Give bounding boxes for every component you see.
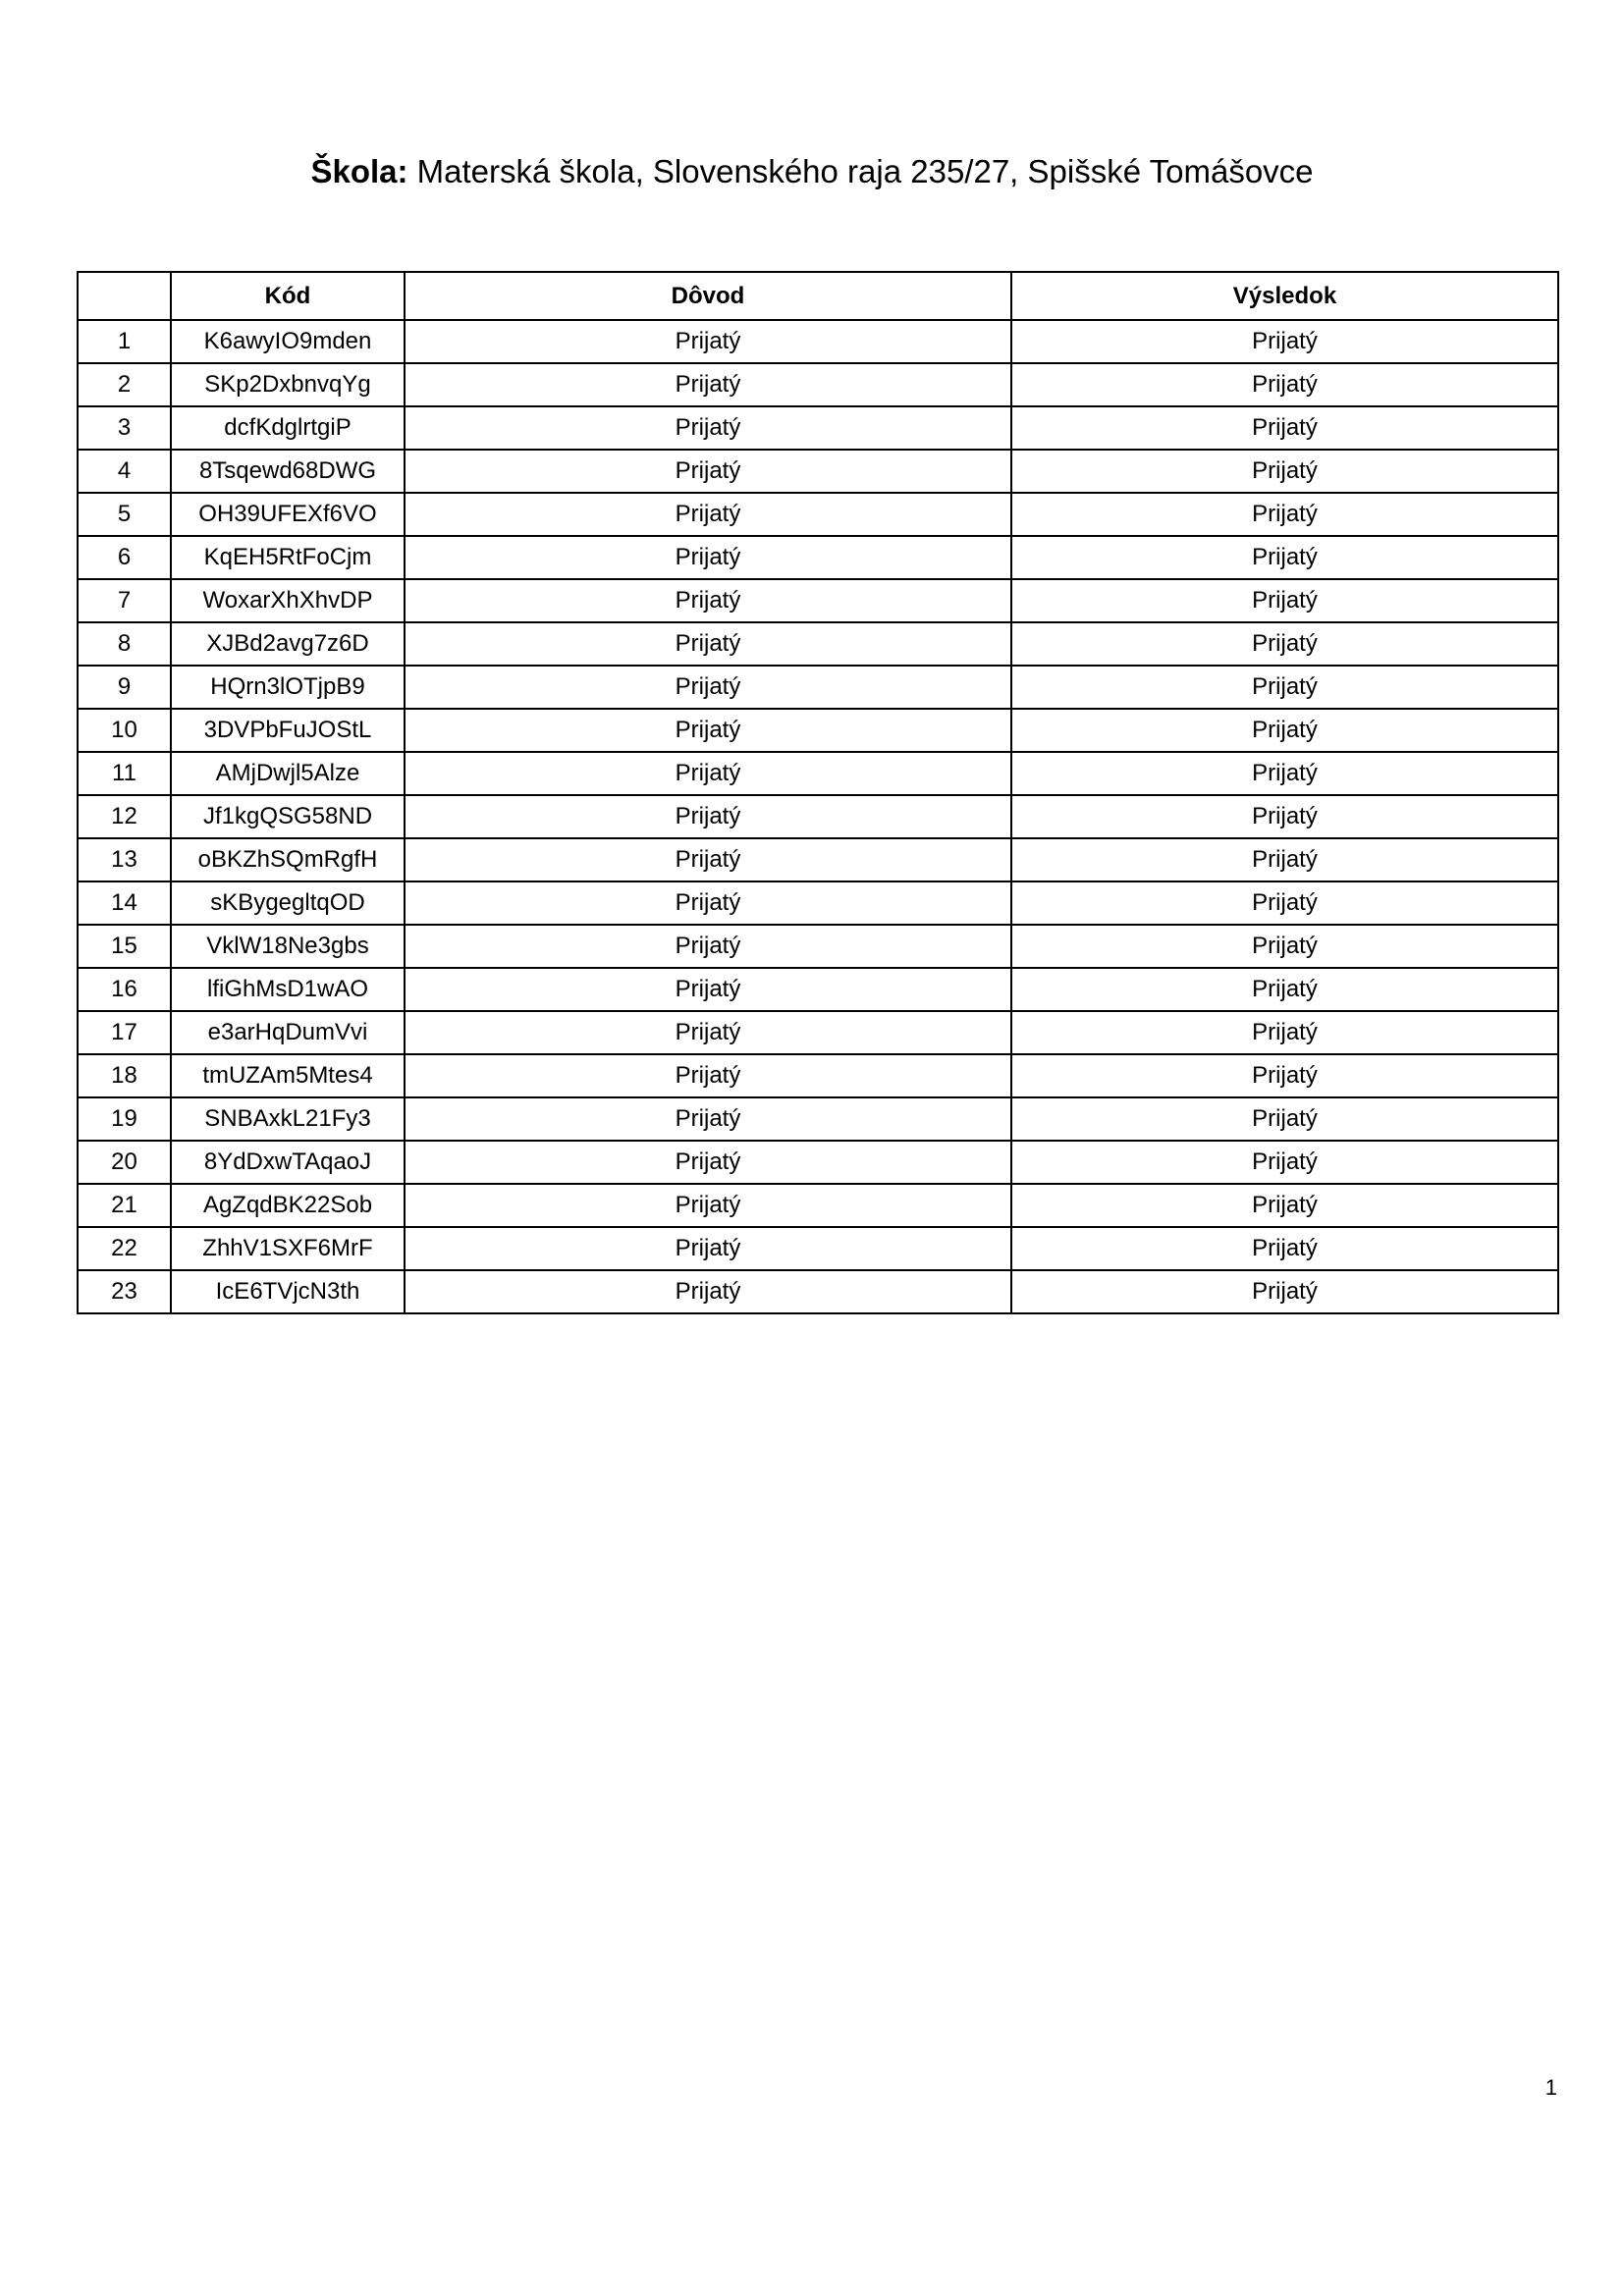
cell-result: Prijatý (1011, 709, 1558, 752)
cell-number: 5 (78, 493, 171, 536)
cell-number: 12 (78, 795, 171, 838)
cell-result: Prijatý (1011, 1184, 1558, 1227)
cell-code: sKBygegltqOD (171, 881, 405, 925)
cell-code: 8YdDxwTAqaoJ (171, 1141, 405, 1184)
cell-code: AgZqdBK22Sob (171, 1184, 405, 1227)
cell-code: dcfKdglrtgiP (171, 406, 405, 450)
cell-reason: Prijatý (405, 1011, 1011, 1054)
cell-reason: Prijatý (405, 1097, 1011, 1141)
cell-code: AMjDwjl5Alze (171, 752, 405, 795)
cell-number: 1 (78, 320, 171, 363)
cell-result: Prijatý (1011, 363, 1558, 406)
cell-code: SNBAxkL21Fy3 (171, 1097, 405, 1141)
cell-reason: Prijatý (405, 1184, 1011, 1227)
cell-code: lfiGhMsD1wAO (171, 968, 405, 1011)
cell-number: 8 (78, 622, 171, 666)
cell-reason: Prijatý (405, 709, 1011, 752)
cell-number: 16 (78, 968, 171, 1011)
cell-code: K6awyIO9mden (171, 320, 405, 363)
cell-number: 11 (78, 752, 171, 795)
cell-number: 22 (78, 1227, 171, 1270)
page-title (0, 147, 1624, 196)
table-row (78, 881, 1558, 925)
results-table (77, 271, 1559, 1314)
table-body (78, 320, 1558, 1313)
cell-result: Prijatý (1011, 752, 1558, 795)
cell-reason: Prijatý (405, 752, 1011, 795)
table-row (78, 1270, 1558, 1313)
cell-result: Prijatý (1011, 320, 1558, 363)
cell-result: Prijatý (1011, 666, 1558, 709)
cell-number: 19 (78, 1097, 171, 1141)
cell-result: Prijatý (1011, 493, 1558, 536)
cell-reason: Prijatý (405, 320, 1011, 363)
cell-number: 6 (78, 536, 171, 579)
cell-code: e3arHqDumVvi (171, 1011, 405, 1054)
header-number (78, 272, 171, 320)
cell-code: HQrn3lOTjpB9 (171, 666, 405, 709)
table-row (78, 579, 1558, 622)
cell-code: oBKZhSQmRgfH (171, 838, 405, 881)
header-code: Kód (171, 272, 405, 320)
cell-result: Prijatý (1011, 450, 1558, 493)
table-row (78, 1184, 1558, 1227)
table-row (78, 666, 1558, 709)
cell-code: SKp2DxbnvqYg (171, 363, 405, 406)
cell-number: 14 (78, 881, 171, 925)
cell-result: Prijatý (1011, 881, 1558, 925)
cell-result: Prijatý (1011, 1097, 1558, 1141)
table-row (78, 1054, 1558, 1097)
cell-code: 3DVPbFuJOStL (171, 709, 405, 752)
cell-number: 17 (78, 1011, 171, 1054)
page-number: 1 (1544, 2075, 1557, 2100)
cell-result: Prijatý (1011, 536, 1558, 579)
cell-reason: Prijatý (405, 536, 1011, 579)
table-row (78, 363, 1558, 406)
table-row (78, 838, 1558, 881)
table-row (78, 622, 1558, 666)
cell-number: 3 (78, 406, 171, 450)
cell-reason: Prijatý (405, 666, 1011, 709)
cell-reason: Prijatý (405, 1227, 1011, 1270)
cell-result: Prijatý (1011, 1227, 1558, 1270)
cell-number: 20 (78, 1141, 171, 1184)
table-row (78, 1097, 1558, 1141)
table-row (78, 925, 1558, 968)
cell-result: Prijatý (1011, 1011, 1558, 1054)
table-row (78, 752, 1558, 795)
cell-result: Prijatý (1011, 406, 1558, 450)
cell-reason: Prijatý (405, 881, 1011, 925)
cell-code: XJBd2avg7z6D (171, 622, 405, 666)
table-row (78, 1227, 1558, 1270)
cell-number: 15 (78, 925, 171, 968)
cell-result: Prijatý (1011, 795, 1558, 838)
cell-code: 8Tsqewd68DWG (171, 450, 405, 493)
cell-reason: Prijatý (405, 493, 1011, 536)
cell-reason: Prijatý (405, 795, 1011, 838)
table-row (78, 968, 1558, 1011)
table-row (78, 450, 1558, 493)
cell-reason: Prijatý (405, 450, 1011, 493)
cell-code: tmUZAm5Mtes4 (171, 1054, 405, 1097)
cell-code: WoxarXhXhvDP (171, 579, 405, 622)
cell-result: Prijatý (1011, 579, 1558, 622)
cell-result: Prijatý (1011, 925, 1558, 968)
cell-reason: Prijatý (405, 1141, 1011, 1184)
cell-reason: Prijatý (405, 363, 1011, 406)
cell-reason: Prijatý (405, 968, 1011, 1011)
table-row (78, 1141, 1558, 1184)
cell-reason: Prijatý (405, 1270, 1011, 1313)
table-row (78, 406, 1558, 450)
cell-result: Prijatý (1011, 622, 1558, 666)
cell-code: Jf1kgQSG58ND (171, 795, 405, 838)
cell-result: Prijatý (1011, 838, 1558, 881)
cell-reason: Prijatý (405, 925, 1011, 968)
cell-reason: Prijatý (405, 579, 1011, 622)
cell-number: 7 (78, 579, 171, 622)
cell-reason: Prijatý (405, 1054, 1011, 1097)
school-name: Materská škola, Slovenského raja 235/27, Spišské Tomášovce (407, 153, 1314, 189)
cell-result: Prijatý (1011, 1141, 1558, 1184)
cell-reason: Prijatý (405, 406, 1011, 450)
cell-number: 4 (78, 450, 171, 493)
cell-code: OH39UFEXf6VO (171, 493, 405, 536)
cell-number: 13 (78, 838, 171, 881)
table-row (78, 320, 1558, 363)
cell-result: Prijatý (1011, 1270, 1558, 1313)
cell-result: Prijatý (1011, 1054, 1558, 1097)
cell-code: KqEH5RtFoCjm (171, 536, 405, 579)
cell-reason: Prijatý (405, 622, 1011, 666)
cell-number: 18 (78, 1054, 171, 1097)
cell-number: 10 (78, 709, 171, 752)
cell-code: IcE6TVjcN3th (171, 1270, 405, 1313)
cell-number: 9 (78, 666, 171, 709)
cell-reason: Prijatý (405, 838, 1011, 881)
cell-result: Prijatý (1011, 968, 1558, 1011)
title-label: Škola: (310, 153, 408, 189)
header-reason: Dôvod (405, 272, 1011, 320)
table-header-row (78, 272, 1558, 320)
table-row (78, 536, 1558, 579)
table-row (78, 493, 1558, 536)
cell-number: 21 (78, 1184, 171, 1227)
cell-number: 23 (78, 1270, 171, 1313)
cell-code: ZhhV1SXF6MrF (171, 1227, 405, 1270)
table-row (78, 709, 1558, 752)
header-result: Výsledok (1011, 272, 1558, 320)
table-row (78, 1011, 1558, 1054)
table-row (78, 795, 1558, 838)
cell-number: 2 (78, 363, 171, 406)
cell-code: VklW18Ne3gbs (171, 925, 405, 968)
